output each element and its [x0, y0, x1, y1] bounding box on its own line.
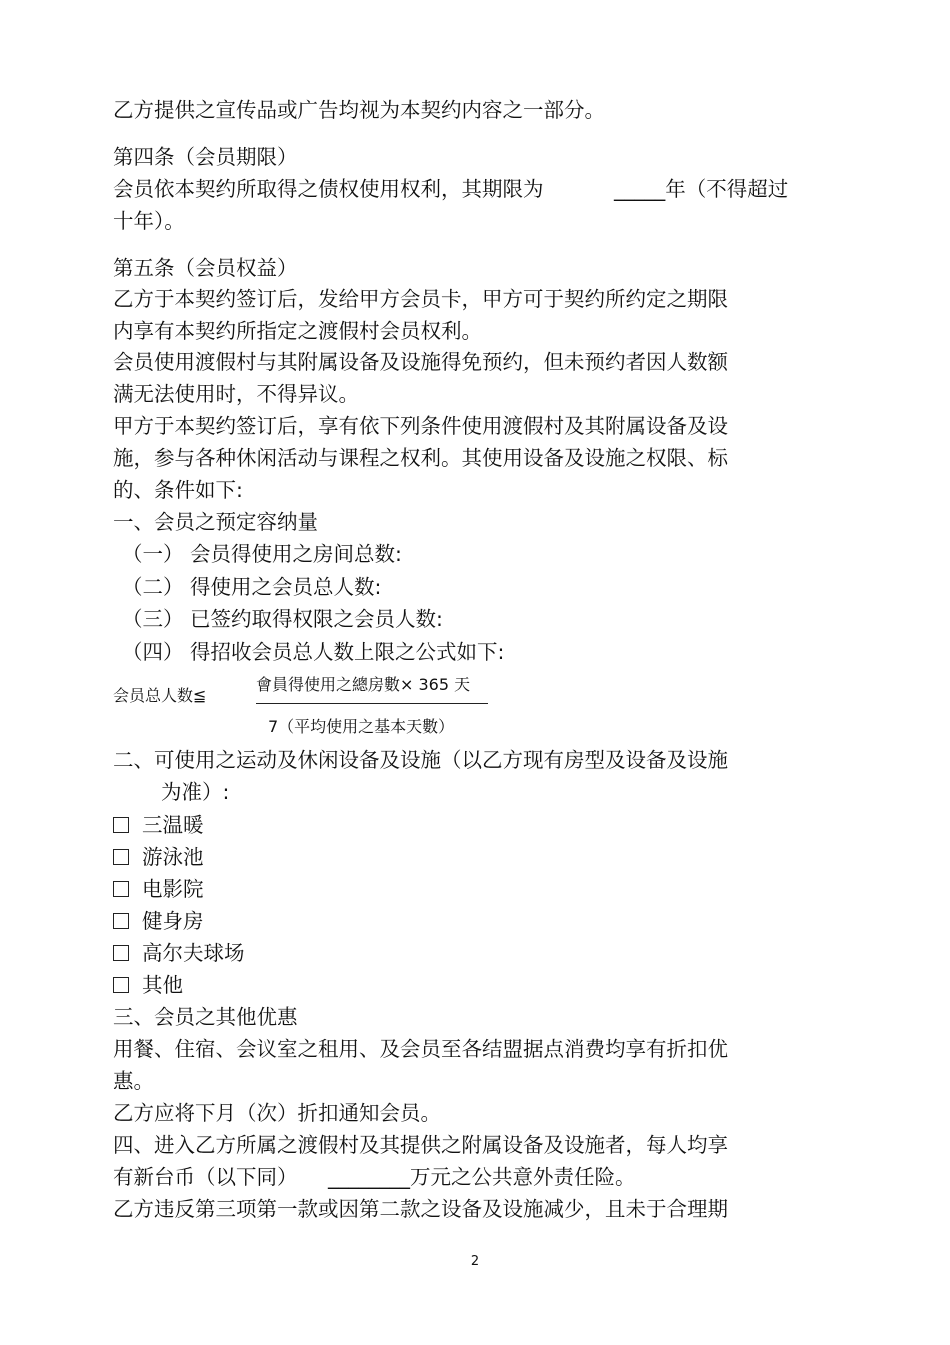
facility-checkbox[interactable] — [113, 849, 129, 865]
text-line: 甲方于本契约签订后，享有依下列条件使用渡假村及其附属设备及设 — [113, 414, 728, 438]
text-line: 乙方提供之宣传品或广告均视为本契约内容之一部分。 — [113, 98, 605, 122]
formula-lhs: 会员总人数≦ — [113, 686, 207, 705]
text-line: _____年（不得超过 — [614, 177, 789, 201]
text-line: 十年）。 — [113, 209, 185, 233]
list-item: （四） 得招收会员总人数上限之公式如下: — [122, 640, 505, 664]
section-4-title: 四、进入乙方所属之渡假村及其提供之附属设备及设施者，每人均享 — [113, 1133, 728, 1157]
list-item: （一） 会员得使用之房间总数: — [122, 542, 402, 566]
text-line: 惠。 — [113, 1069, 154, 1093]
list-item: （二） 得使用之会员总人数: — [122, 575, 382, 599]
text-line: 乙方于本契约签订后，发给甲方会员卡，甲方可于契约所约定之期限 — [113, 287, 728, 311]
text-line: 内享有本契约所指定之渡假村会员权利。 — [113, 319, 482, 343]
section-3-title: 三、会员之其他优惠 — [113, 1005, 298, 1029]
facility-checkbox[interactable] — [113, 817, 129, 833]
formula-numerator: 會員得使用之總房數× 365 天 — [256, 675, 471, 694]
formula-denominator: 7（平均使用之基本天數） — [268, 717, 455, 736]
section-2-title: 二、可使用之运动及休闲设备及设施（以乙方现有房型及设备及设施 — [113, 748, 728, 772]
list-item: （三） 已签约取得权限之会员人数: — [122, 607, 443, 631]
facility-label: 电影院 — [142, 877, 204, 901]
text-line: 施，参与各种休闲活动与课程之权利。其使用设备及设施之权限、标 — [113, 446, 728, 470]
text-line: 为准）: — [161, 780, 230, 804]
section-1-title: 一、会员之预定容纳量 — [113, 510, 318, 534]
facility-label: 游泳池 — [142, 845, 204, 869]
facility-checkbox[interactable] — [113, 945, 129, 961]
facility-label: 其他 — [142, 973, 183, 997]
facility-label: 高尔夫球场 — [142, 941, 245, 965]
text-line: 乙方应将下月（次）折扣通知会员。 — [113, 1101, 441, 1125]
text-line: ________万元之公共意外责任险。 — [328, 1165, 636, 1189]
fraction-bar — [256, 703, 488, 704]
facility-checkbox[interactable] — [113, 913, 129, 929]
text-line: 乙方违反第三项第一款或因第二款之设备及设施减少，且未于合理期 — [113, 1197, 728, 1221]
facility-checkbox[interactable] — [113, 881, 129, 897]
text-line: 会员依本契约所取得之债权使用权利，其期限为 — [113, 177, 544, 201]
article-5-title: 第五条（会员权益） — [113, 256, 298, 280]
text-line: 有新台币（以下同） — [113, 1165, 298, 1189]
text-line: 会员使用渡假村与其附属设备及设施得免预约，但未预约者因人数额 — [113, 350, 728, 374]
page-number: 2 — [470, 1254, 480, 1269]
text-line: 满无法使用时，不得异议。 — [113, 382, 359, 406]
facility-checkbox[interactable] — [113, 977, 129, 993]
article-4-title: 第四条（会员期限） — [113, 145, 298, 169]
text-line: 的、条件如下: — [113, 478, 243, 502]
facility-label: 三温暖 — [142, 813, 204, 837]
text-line: 用餐、住宿、会议室之租用、及会员至各结盟据点消费均享有折扣优 — [113, 1037, 728, 1061]
facility-label: 健身房 — [142, 909, 204, 933]
